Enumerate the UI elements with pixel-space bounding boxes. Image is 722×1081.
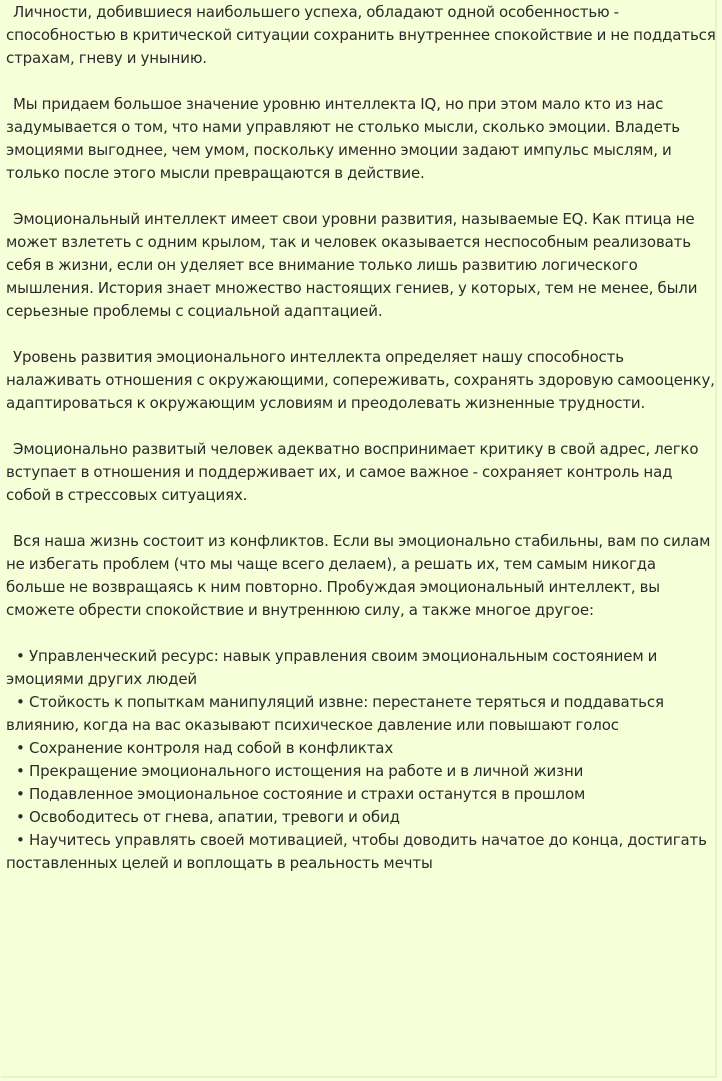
- list-item-text: Сохранение контроля над собой в конфликтах: [29, 739, 394, 757]
- list-item: [6, 783, 717, 806]
- list-item: [6, 760, 717, 783]
- bullet-icon: •: [16, 739, 25, 757]
- list-item-text: Прекращение эмоционального истощения на работе и в личной жизни: [29, 762, 584, 780]
- paragraph-1: Личности, добившиеся наибольшего успеха, обладают одной особенностью - способностью в критической ситуации сохранить внутреннее спокойствие и не поддаться страхам, гневу и унынию.: [6, 3, 716, 67]
- benefits-list: [6, 645, 717, 875]
- list-item: [6, 737, 717, 760]
- bullet-icon: •: [16, 785, 25, 803]
- list-item: [6, 645, 717, 691]
- list-item: [6, 691, 717, 737]
- list-item: [6, 806, 717, 829]
- paragraph-3: Эмоциональный интеллект имеет свои уровни развития, называемые EQ. Как птица не может взлететь с одним крылом, так и человек оказывается неспособным реализовать себя в жизни, если он уделяет все внимание только лишь развитию логического мышления. История знает множество настоящих гениев, у которых, тем не менее, были серьезные проблемы с социальной адаптацией.: [6, 210, 698, 320]
- paragraph-6: Вся наша жизнь состоит из конфликтов. Если вы эмоционально стабильны, вам по силам не избегать проблем (что мы чаще всего делаем), а решать их, тем самым никогда больше не возвращаясь к ним повторно. Пробуждая эмоциональный интеллект, вы сможете обрести спокойствие и внутреннюю силу, а также многое другое:: [6, 532, 711, 619]
- bullet-icon: •: [16, 808, 25, 826]
- content-panel: [1, 0, 717, 1078]
- bullet-icon: •: [16, 693, 25, 711]
- list-item-text: Стойкость к попыткам манипуляций извне: перестанете теряться и поддаваться влиянию, когда на вас оказывают психическое давление или повышают голос: [6, 693, 664, 734]
- article-text: [6, 1, 717, 875]
- bullet-icon: •: [16, 831, 25, 849]
- paragraph-5: Эмоционально развитый человек адекватно воспринимает критику в свой адрес, легко вступает в отношения и поддерживает их, и самое важное - сохраняет контроль над собой в стрессовых ситуациях.: [6, 440, 699, 504]
- list-item-text: Управленческий ресурс: навык управления своим эмоциональным состоянием и эмоциями других людей: [6, 647, 658, 688]
- paragraph-2: Мы придаем большое значение уровню интеллекта IQ, но при этом мало кто из нас задумывается о том, что нами управляют не столько мысли, сколько эмоции. Владеть эмоциями выгоднее, чем умом, поскольку именно эмоции задают импульс мыслям, и только после этого мысли превращаются в действие.: [6, 95, 680, 182]
- list-item-text: Научитесь управлять своей мотивацией, чтобы доводить начатое до конца, достигать поставленных целей и воплощать в реальность мечты: [6, 831, 707, 872]
- bullet-icon: •: [16, 762, 25, 780]
- bullet-icon: •: [16, 647, 25, 665]
- list-item-text: Освободитесь от гнева, апатии, тревоги и обид: [29, 808, 400, 826]
- paragraph-4: Уровень развития эмоционального интеллекта определяет нашу способность налаживать отношения с окружающими, сопереживать, сохранять здоровую самооценку, адаптироваться к окружающим условиям и преодолевать жизненные трудности.: [6, 348, 715, 412]
- list-item-text: Подавленное эмоциональное состояние и страхи останутся в прошлом: [29, 785, 586, 803]
- list-item: [6, 829, 717, 875]
